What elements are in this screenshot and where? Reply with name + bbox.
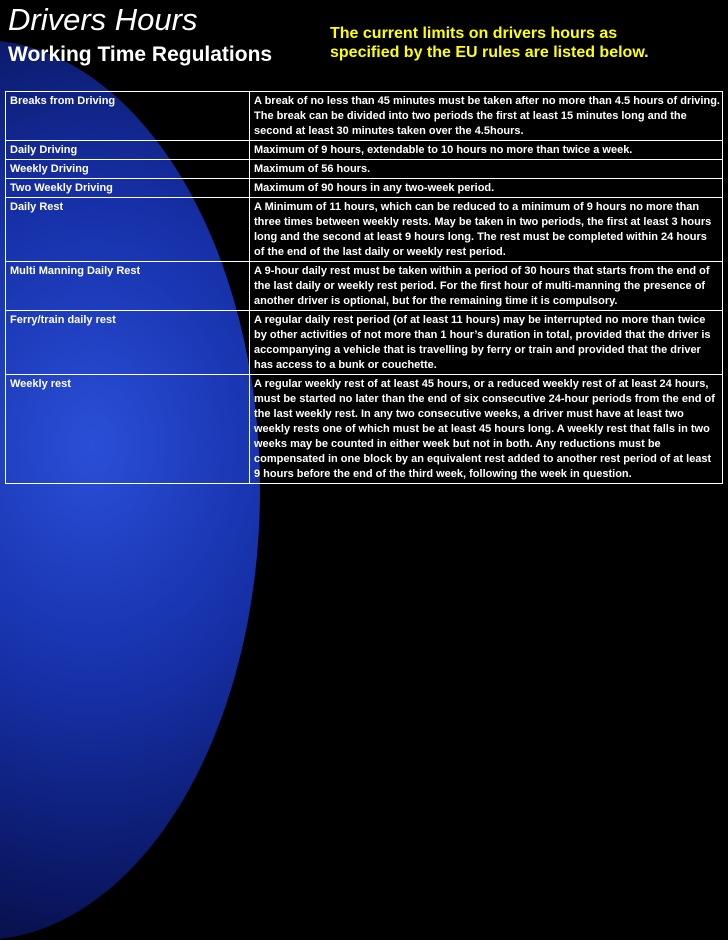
rule-name-cell: Weekly Driving <box>6 160 250 179</box>
rule-name-cell: Weekly rest <box>6 375 250 484</box>
rule-description-cell: A regular daily rest period (of at least 11 hours) may be interrupted no more than twice by other activities of not more than 1 hour’s duration in total, provided that the driver is accompanying a vehicle that is travelling by ferry or train and provided that the driver has access to a bunk or couchette. <box>250 311 723 375</box>
rule-description-cell: A regular weekly rest of at least 45 hours, or a reduced weekly rest of at least 24 hours, must be started no later than the end of six consecutive 24-hour periods from the end of the last weekly rest. In any two consecutive weeks, a driver must have at least two weekly rests one of which must be at least 45 hours long. A weekly rest that falls in two weeks may be counted in either week but not in both. Any reductions must be compensated in one block by an equivalent rest added to another rest period of at least 9 hours before the end of the third week, following the week in question. <box>250 375 723 484</box>
page-title: Drivers Hours <box>8 2 198 37</box>
table-row <box>6 198 723 262</box>
table-row <box>6 92 723 141</box>
page-subtitle: Working Time Regulations <box>8 43 273 66</box>
rule-name-cell: Two Weekly Driving <box>6 179 250 198</box>
rule-name-cell: Breaks from Driving <box>6 92 250 141</box>
rule-name-cell: Multi Manning Daily Rest <box>6 262 250 311</box>
rule-description-cell: Maximum of 56 hours. <box>250 160 723 179</box>
table-row <box>6 141 723 160</box>
rules-table <box>5 91 723 484</box>
table-row <box>6 262 723 311</box>
table-row <box>6 179 723 198</box>
intro-text: The current limits on drivers hours as specified by the EU rules are listed below. <box>330 25 649 61</box>
table-row <box>6 375 723 484</box>
table-row <box>6 311 723 375</box>
rule-name-cell: Ferry/train daily rest <box>6 311 250 375</box>
rule-description-cell: A break of no less than 45 minutes must be taken after no more than 4.5 hours of driving. The break can be divided into two periods the first at least 15 minutes long and the second at least 30 minutes taken over the 4.5hours. <box>250 92 723 141</box>
rule-description-cell: A Minimum of 11 hours, which can be reduced to a minimum of 9 hours no more than three times between weekly rests. May be taken in two periods, the first at least 3 hours long and the second at least 9 hours long. The rest must be completed within 24 hours of the end of the last daily or weekly rest period. <box>250 198 723 262</box>
rule-description-cell: A 9-hour daily rest must be taken within a period of 30 hours that starts from the end of the last daily or weekly rest period. For the first hour of multi-manning the presence of another driver is optional, but for the remaining time it is compulsory. <box>250 262 723 311</box>
rule-description-cell: Maximum of 9 hours, extendable to 10 hours no more than twice a week. <box>250 141 723 160</box>
rule-name-cell: Daily Rest <box>6 198 250 262</box>
rule-description-cell: Maximum of 90 hours in any two-week period. <box>250 179 723 198</box>
rule-name-cell: Daily Driving <box>6 141 250 160</box>
table-row <box>6 160 723 179</box>
